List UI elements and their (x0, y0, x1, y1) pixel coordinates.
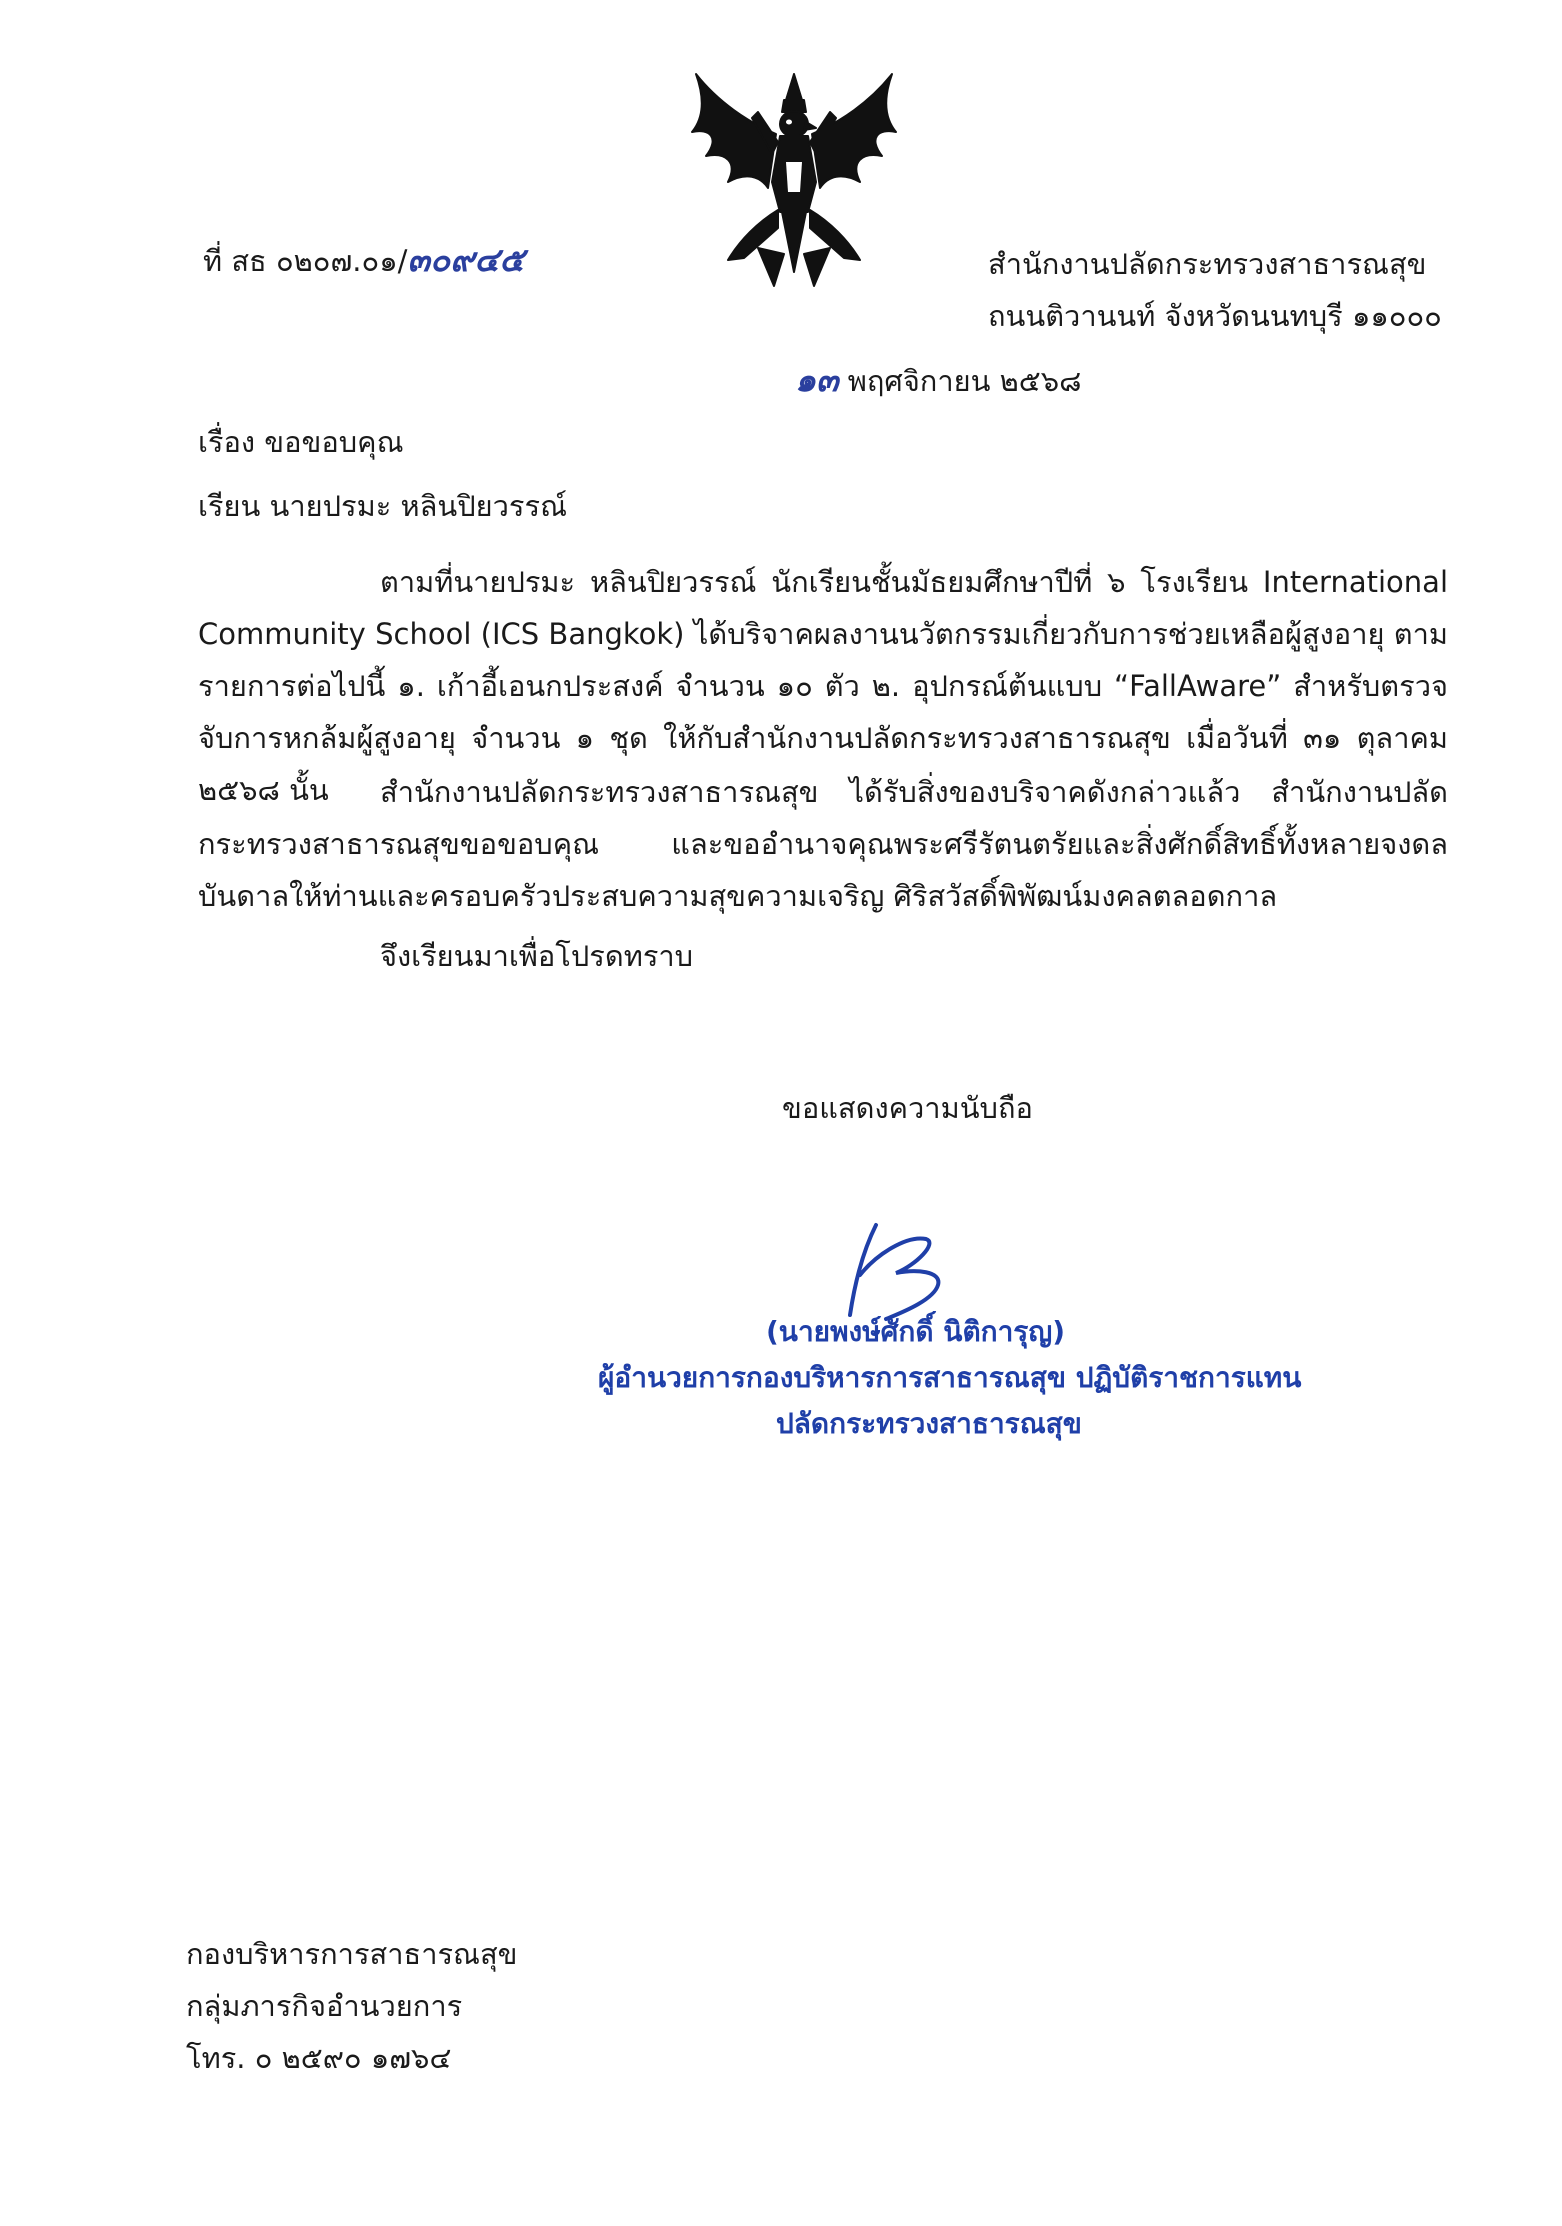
closing-regards: ขอแสดงความนับถือ (782, 1091, 1033, 1125)
reference-handwritten-number: ๓๐๙๔๕ (407, 240, 525, 279)
garuda-emblem-icon (688, 72, 900, 290)
letter-date (795, 360, 1082, 401)
reference-prefix: ที่ สธ ๐๒๐๗.๐๑/ (203, 244, 408, 278)
body-paragraph-1-text: ตามที่นายปรมะ หลินปิยวรรณ์ นักเรียนชั้นมัธยมศึกษาปีที่ ๖ โรงเรียน International Community School (ICS Bangkok) ได้บริจาคผลงานนวัตกรรมเกี่ยวกับการช่วยเหลือผู้สูงอายุ ตามรายการต่อไปนี้ ๑. เก้าอี้เอนกประสงค์ จำนวน ๑๐ ตัว ๒. อุปกรณ์ต้นแบบ “FallAware” สำหรับตรวจจับการหกล้มผู้สูงอายุ จำนวน ๑ ชุด ให้กับสำนักงานปลัดกระทรวงสาธารณสุข เมื่อวันที่ ๓๑ ตุลาคม ๒๕๖๘ นั้น (198, 565, 1448, 807)
closing-request: จึงเรียนมาเพื่อโปรดทราบ (380, 939, 694, 973)
salutation-line: เรียน นายปรมะ หลินปิยวรรณ์ (198, 489, 567, 523)
signer-title: ผู้อำนวยการกองบริหารการสาธารณสุข ปฏิบัติราชการแทน (598, 1361, 1302, 1394)
sender-org: สำนักงานปลัดกระทรวงสาธารณสุข (988, 247, 1427, 281)
body-paragraph-2-text: สำนักงานปลัดกระทรวงสาธารณสุข ได้รับสิ่งของบริจาคดังกล่าวแล้ว สำนักงานปลัดกระทรวงสาธารณสุขขอขอบคุณ และขออำนาจคุณพระศรีรัตนตรัยและสิ่งศักดิ์สิทธิ์ทั้งหลายจงดลบันดาลให้ท่านและครอบครัวประสบความสุขความเจริญ ศิริสวัสดิ์พิพัฒน์มงคลตลอดกาล (198, 775, 1448, 913)
reference-number (203, 240, 524, 281)
footer-group: กลุ่มภารกิจอำนวยการ (186, 1989, 463, 2023)
signer-name: (นายพงษ์ศักดิ์ นิติการุญ) (766, 1315, 1066, 1348)
body-paragraph-2 (198, 766, 1448, 922)
footer-phone: โทร. ๐ ๒๕๙๐ ๑๗๖๔ (186, 2041, 452, 2075)
subject-line: เรื่อง ขอขอบคุณ (198, 425, 404, 459)
date-month-year: พฤศจิกายน ๒๕๖๘ (847, 364, 1082, 398)
footer-division: กองบริหารการสาธารณสุข (186, 1937, 518, 1971)
date-day-handwritten: ๑๓ (795, 360, 839, 399)
sender-address: ถนนติวานนท์ จังหวัดนนทบุรี ๑๑๐๐๐ (988, 299, 1442, 333)
signer-for: ปลัดกระทรวงสาธารณสุข (776, 1407, 1082, 1440)
